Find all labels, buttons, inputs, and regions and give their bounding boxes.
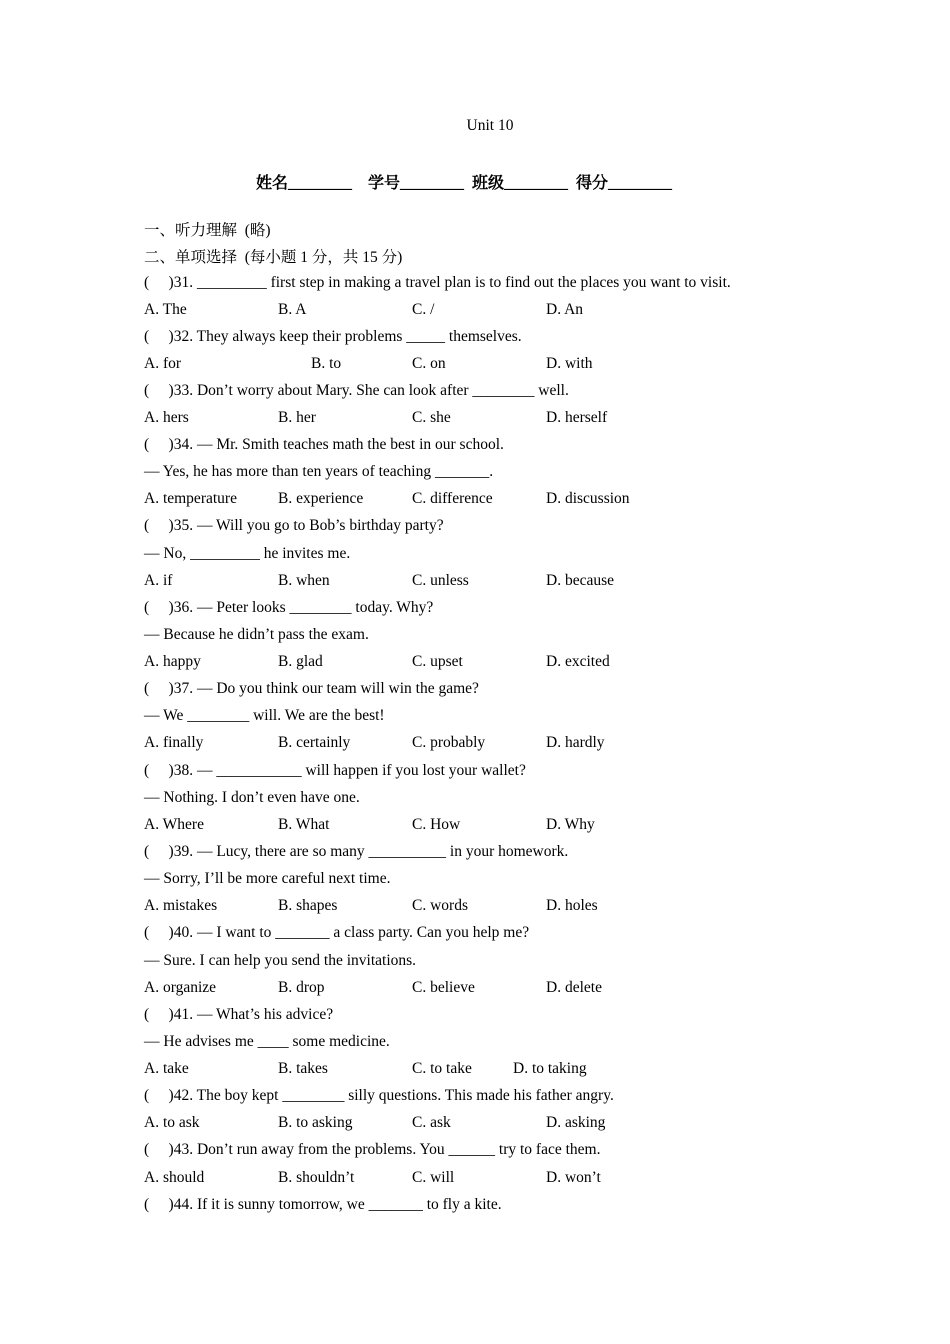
question-stem: ( )41. — What’s his advice? [144, 1006, 334, 1023]
answer-option: C. on [412, 355, 446, 372]
section-choice-heading: 二、单项选择 (每小题 1 分，共 15 分) [144, 249, 403, 266]
question-stem: ( )32. They always keep their problems _____ themselves. [144, 328, 522, 345]
question-dialogue-line: — Sorry, I’ll be more careful next time. [144, 870, 391, 887]
answer-option: A. take [144, 1060, 189, 1077]
answer-option: D. delete [546, 979, 602, 996]
question-stem: ( )44. If it is sunny tomorrow, we _______ to fly a kite. [144, 1196, 502, 1213]
answer-option: C. probably [412, 734, 486, 751]
question-stem: ( )33. Don’t worry about Mary. She can look after ________ well. [144, 382, 569, 399]
answer-option: A. hers [144, 409, 189, 426]
answer-option: D. won’t [546, 1169, 601, 1186]
answer-option: A. if [144, 572, 173, 589]
answer-option: A. should [144, 1169, 205, 1186]
answer-option: C. believe [412, 979, 475, 996]
answer-option: A. mistakes [144, 897, 218, 914]
question-stem: ( )39. — Lucy, there are so many __________ in your homework. [144, 843, 569, 860]
answer-option: B. shouldn’t [278, 1169, 355, 1186]
question-stem: ( )37. — Do you think our team will win the game? [144, 680, 479, 697]
question-stem: ( )35. — Will you go to Bob’s birthday party? [144, 517, 444, 534]
answer-option: A. The [144, 301, 187, 318]
answer-option: D. asking [546, 1114, 606, 1131]
answer-option: D. holes [546, 897, 598, 914]
answer-option: C. words [412, 897, 468, 914]
question-dialogue-line: — He advises me ____ some medicine. [144, 1033, 390, 1050]
answer-option: D. with [546, 355, 593, 372]
answer-option: B. A [278, 301, 307, 318]
answer-option: A. Where [144, 816, 204, 833]
answer-option: A. temperature [144, 490, 237, 507]
answer-option: C. difference [412, 490, 493, 507]
answer-option: B. her [278, 409, 316, 426]
answer-option: B. to asking [278, 1114, 353, 1131]
answer-option: C. unless [412, 572, 469, 589]
student-info-line: 姓名________ 学号________ 班级________ 得分________ [256, 175, 673, 192]
answer-option: A. finally [144, 734, 204, 751]
answer-option: B. takes [278, 1060, 328, 1077]
answer-option: B. shapes [278, 897, 338, 914]
answer-option: C. to take [412, 1060, 472, 1077]
answer-option: B. drop [278, 979, 325, 996]
answer-option: D. An [546, 301, 584, 318]
answer-option: C. upset [412, 653, 463, 670]
question-stem: ( )38. — ___________ will happen if you lost your wallet? [144, 762, 526, 779]
answer-option: D. herself [546, 409, 608, 426]
answer-option: D. Why [546, 816, 595, 833]
question-dialogue-line: — We ________ will. We are the best! [144, 707, 385, 724]
answer-option: B. when [278, 572, 330, 589]
answer-option: D. excited [546, 653, 610, 670]
answer-option: A. for [144, 355, 182, 372]
answer-option: A. to ask [144, 1114, 200, 1131]
answer-option: B. glad [278, 653, 323, 670]
section-listening-heading: 一、听力理解 (略) [144, 222, 271, 239]
answer-option: C. / [412, 301, 435, 318]
question-stem: ( )40. — I want to _______ a class party. Can you help me? [144, 924, 530, 941]
answer-option: B. What [278, 816, 330, 833]
answer-option: D. to taking [513, 1060, 587, 1077]
answer-option: A. organize [144, 979, 217, 996]
question-stem: ( )36. — Peter looks ________ today. Why? [144, 599, 434, 616]
answer-option: B. certainly [278, 734, 351, 751]
question-stem: ( )34. — Mr. Smith teaches math the best in our school. [144, 436, 504, 453]
question-dialogue-line: — Yes, he has more than ten years of teaching _______. [144, 463, 494, 480]
question-stem: ( )43. Don’t run away from the problems. You ______ try to face them. [144, 1141, 601, 1158]
question-stem: ( )42. The boy kept ________ silly questions. This made his father angry. [144, 1087, 614, 1104]
answer-option: C. ask [412, 1114, 451, 1131]
answer-option: B. to [311, 355, 342, 372]
answer-option: A. happy [144, 653, 201, 670]
answer-option: D. hardly [546, 734, 605, 751]
answer-option: C. she [412, 409, 451, 426]
question-dialogue-line: — Because he didn’t pass the exam. [144, 626, 369, 643]
answer-option: C. will [412, 1169, 455, 1186]
question-dialogue-line: — Nothing. I don’t even have one. [144, 789, 360, 806]
question-dialogue-line: — No, _________ he invites me. [144, 545, 351, 562]
answer-option: C. How [412, 816, 461, 833]
question-stem: ( )31. _________ first step in making a travel plan is to find out the places you want to visit. [144, 274, 731, 291]
answer-option: D. because [546, 572, 614, 589]
answer-option: D. discussion [546, 490, 630, 507]
answer-option: B. experience [278, 490, 364, 507]
question-dialogue-line: — Sure. I can help you send the invitations. [144, 952, 417, 969]
page-title: Unit 10 [466, 117, 514, 134]
